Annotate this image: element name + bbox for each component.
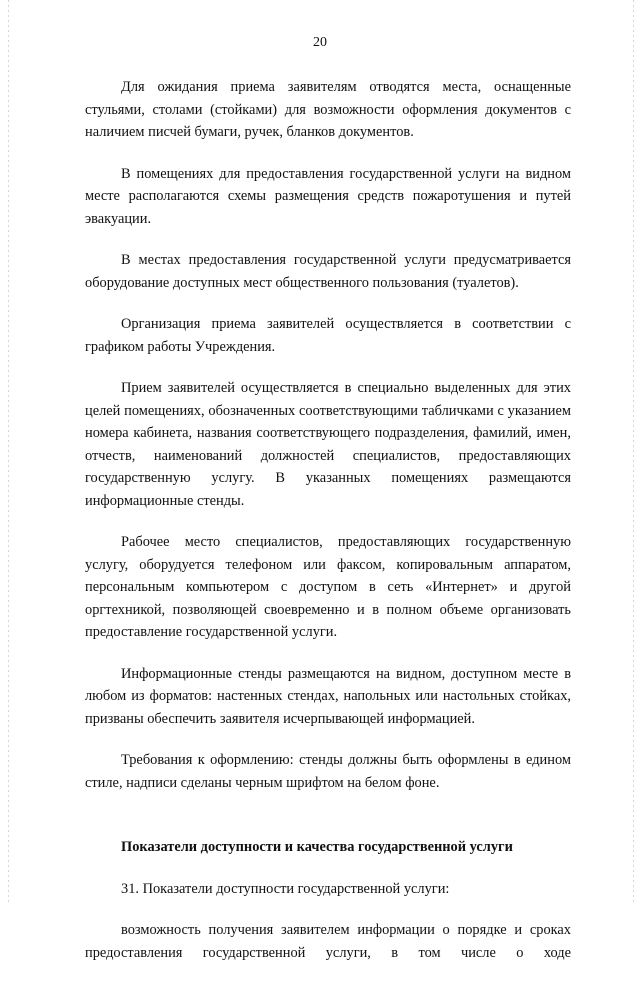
paragraph-info-stands: Информационные стенды размещаются на видном, доступном месте в любом из форматов: настенных стендах, напольных или настольных стойках, призваны обеспечить заявителя исчерпывающей информацией. — [85, 665, 571, 727]
paragraph-restrooms: В местах предоставления государственной услуги предусматривается оборудование доступных мест общественного пользования (туалетов). — [85, 252, 571, 291]
paragraph-fire-safety: В помещениях для предоставления государственной услуги на видном месте располагаются схемы размещения средств пожаротушения и путей эвакуации. — [85, 165, 571, 227]
item-31-heading: 31. Показатели доступности государственной услуги: — [121, 880, 450, 897]
paragraph-schedule: Организация приема заявителей осуществляется в соответствии с графиком работы Учреждения. — [85, 316, 571, 355]
paragraph-design-requirements: Требования к оформлению: стенды должны быть оформлены в едином стиле, надписи сделаны черным шрифтом на белом фоне. — [85, 752, 571, 791]
paragraph-waiting-area: Для ожидания приема заявителям отводятся места, оснащенные стульями, столами (стойками) для возможности оформления документов с наличием писчей бумаги, ручек, бланков документов. — [85, 79, 571, 140]
item-31-text: возможность получения заявителем информации о порядке и сроках предоставления государственной услуги, в том числе о ходе — [85, 922, 571, 961]
scan-margin-right — [633, 0, 634, 905]
paragraph-workplace: Рабочее место специалистов, предоставляющих государственную услугу, оборудуется телефоном или факсом, копировальным аппаратом, персональным компьютером с доступом в сеть «Интернет» и другой оргтехникой, позволяющей своевременно и в полном объеме организовать предоставление государственной услуги. — [85, 534, 571, 640]
section-heading: Показатели доступности и качества государственной услуги — [121, 839, 513, 855]
scan-margin-left — [8, 0, 9, 905]
page-number: 20 — [313, 35, 327, 50]
document-body — [85, 76, 571, 983]
paragraph-reception-rooms: Прием заявителей осуществляется в специально выделенных для этих целей помещениях, обозначенных соответствующими табличками с указанием номера кабинета, названия соответствующего подразделения, фамилий, имен, отчеств, наименований должностей специалистов, предоставляющих государственную услугу. В указанных помещениях размещаются информационные стенды. — [85, 380, 571, 509]
